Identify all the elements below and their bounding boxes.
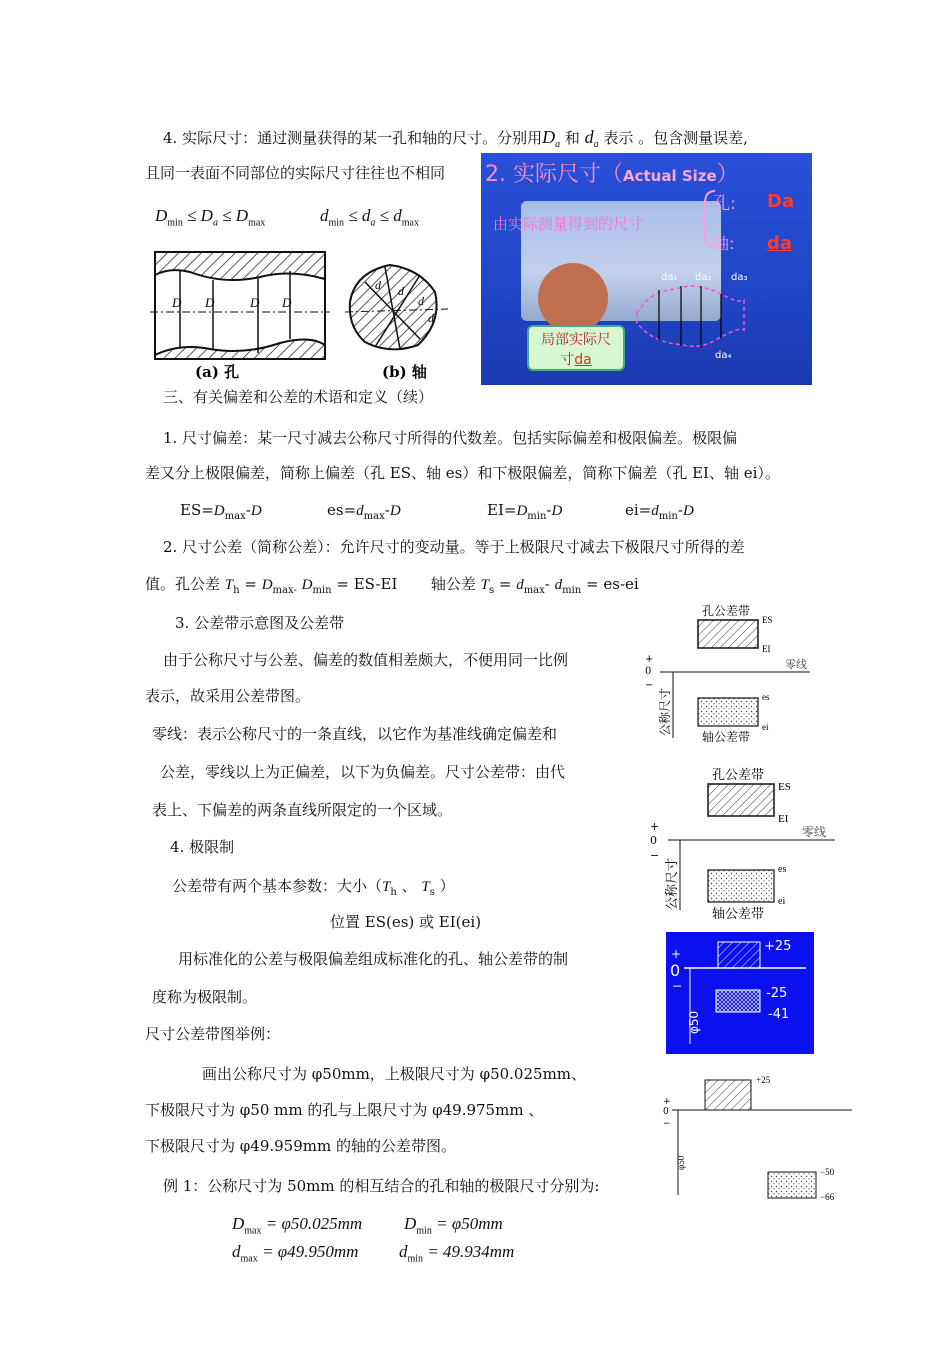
svg-text:φ50: φ50 <box>676 1155 686 1170</box>
svg-text:0: 0 <box>650 834 657 847</box>
svg-text:零线: 零线 <box>802 825 827 839</box>
formula-ES: $ES=D_{max}-D$ <box>180 501 262 522</box>
svg-text:0: 0 <box>670 961 681 980</box>
deviation-para-line1: 1. 尺寸偏差：某一尺寸减去公称尺寸所得的代数差。包括实际偏差和极限偏差。极限偏 <box>163 429 738 447</box>
svg-text:ES: ES <box>778 781 791 793</box>
example-line1: 画出公称尺寸为 φ50mm，上极限尺寸为 φ50.025mm、 <box>202 1065 587 1083</box>
hole-label: D <box>172 295 182 310</box>
band-para-l1: 由于公称尺寸与公差、偏差的数值相差颇大，不便用同一比例 <box>163 651 569 669</box>
svg-text:D: D <box>282 295 292 310</box>
example1-line: 例 1：公称尺寸为 50mm 的相互结合的孔和轴的极限尺寸分别为: <box>163 1177 600 1195</box>
svg-text:轴公差带: 轴公差带 <box>712 907 765 922</box>
actual-size-line2: 且同一表面不同部位的实际尺寸往往也不相同 <box>145 164 446 182</box>
inequality-hole: $D_{min} \le D_a \le D_{max}$ <box>155 206 266 229</box>
slide-shaft-label: 轴: <box>713 234 735 253</box>
svg-text:D: D <box>205 295 215 310</box>
svg-text:−66: −66 <box>820 1192 835 1202</box>
svg-text:孔公差带: 孔公差带 <box>702 604 751 618</box>
caption-hole: (a) 孔 <box>195 363 240 381</box>
caption-shaft: (b) 轴 <box>382 363 427 381</box>
svg-text:ei: ei <box>778 896 786 907</box>
svg-text:−50: −50 <box>820 1167 835 1177</box>
svg-text:−: − <box>650 849 660 862</box>
svg-text:0: 0 <box>663 1107 669 1117</box>
eq-dmax: $d_{max} = \varphi 49.950mm$ <box>232 1242 359 1265</box>
formula-ei: $ei=d_{min}-D$ <box>625 501 694 522</box>
svg-text:es: es <box>778 864 787 875</box>
svg-text:ES: ES <box>762 615 773 625</box>
svg-text:da₁: da₁ <box>661 272 678 283</box>
slide-actual-size <box>481 153 812 385</box>
svg-text:+: + <box>650 820 660 833</box>
svg-text:φ50: φ50 <box>687 1010 701 1034</box>
svg-text:+25: +25 <box>756 1075 771 1085</box>
actual-size-line1: 4. 实际尺寸：通过测量获得的某一孔和轴的尺寸。分别用$D_a$ 和 $d_a$ 表示 。包含测量误差, <box>163 127 748 150</box>
example-line2: 下极限尺寸为 φ50 mm 的孔与上限尺寸为 φ49.975mm 、 <box>145 1101 544 1119</box>
limit-params: 公差带有两个基本参数：大小（$T_h$ 、 $T_s$ ） <box>172 877 455 898</box>
hole-shaft-figure <box>150 247 450 382</box>
formula-es: $es=d_{max}-D$ <box>327 501 401 522</box>
svg-text:−: − <box>663 1119 671 1129</box>
tolerance-band-example-small <box>660 1070 855 1210</box>
svg-text:轴公差带: 轴公差带 <box>702 730 751 744</box>
svg-text:d: d <box>418 294 424 308</box>
tolerance-band-heading: 3. 公差带示意图及公差带 <box>175 614 345 632</box>
svg-text:da₄: da₄ <box>715 350 732 361</box>
svg-text:孔公差带: 孔公差带 <box>712 768 765 783</box>
limit-para-l2: 度称为极限制。 <box>152 988 258 1006</box>
svg-text:-25: -25 <box>766 986 788 1001</box>
limit-system-heading: 4. 极限制 <box>170 838 235 856</box>
svg-text:公称尺寸: 公称尺寸 <box>665 857 680 910</box>
svg-text:EI: EI <box>778 813 789 825</box>
inequality-shaft: $d_{min} \le d_a \le d_{max}$ <box>320 206 419 229</box>
limit-position: 位置 ES(es) 或 EI(ei) <box>330 913 482 931</box>
slide-title: 2. 实际尺寸（Actual Size） <box>485 162 739 187</box>
shaft-measure-sketch <box>629 268 809 363</box>
svg-text:da₃: da₃ <box>731 272 748 283</box>
svg-text:d: d <box>375 278 381 292</box>
slide-hole-label: 孔: <box>713 194 736 214</box>
svg-text:+: + <box>671 947 682 961</box>
tolerance-band-diagram-1 <box>640 600 820 745</box>
svg-text:-41: -41 <box>768 1007 790 1022</box>
formula-EI: $EI=D_{min}-D$ <box>487 501 563 522</box>
eq-Dmax: $D_{max} = \varphi 50.025mm$ <box>232 1214 363 1237</box>
svg-text:公称尺寸: 公称尺寸 <box>658 687 672 736</box>
example-heading: 尺寸公差带图举例： <box>145 1025 281 1043</box>
svg-text:d: d <box>428 311 434 325</box>
svg-text:d: d <box>398 284 404 298</box>
example-line3: 下极限尺寸为 φ49.959mm 的轴的公差带图。 <box>145 1137 456 1155</box>
local-actual-size-box: 局部实际尺 寸da <box>527 325 625 371</box>
band-para-l5: 表上、下偏差的两条直线所限定的一个区域。 <box>152 801 453 819</box>
tolerance-para-line2: 值。孔公差 $T_h = D_{max-}$ $D_{min} = ES-EI$ 轴公差 $T_s = d_{max}-$ $d_{min} = es-ei$ <box>145 575 639 596</box>
band-para-l4: 公差，零线以上为正偏差，以下为负偏差。尺寸公差带：由代 <box>160 763 566 781</box>
band-para-l3: 零线：表示公称尺寸的一条直线，以它作为基准线确定偏差和 <box>152 725 558 743</box>
svg-text:+: + <box>645 654 654 665</box>
svg-text:D: D <box>250 295 260 310</box>
svg-text:da₂: da₂ <box>695 272 712 283</box>
tolerance-para-line1: 2. 尺寸公差（简称公差）：允许尺寸的变动量。等于上极限尺寸减去下极限尺寸所得的差 <box>163 538 745 556</box>
svg-text:+: + <box>663 1097 671 1107</box>
eq-Dmin: $D_{min} = \varphi 50mm$ <box>404 1214 503 1237</box>
slide-note: 由实际测量得到的尺寸 <box>493 215 644 233</box>
svg-text:+25: +25 <box>764 939 792 954</box>
round-workpiece <box>538 263 608 333</box>
svg-text:−: − <box>645 680 654 691</box>
tolerance-band-diagram-2 <box>640 762 840 922</box>
slide-da: da <box>767 233 793 254</box>
section-heading: 三、有关偏差和公差的术语和定义（续） <box>163 388 434 406</box>
limit-para-l1: 用标准化的公差与极限偏差组成标准化的孔、轴公差带的制 <box>178 950 569 968</box>
svg-text:ei: ei <box>762 722 769 732</box>
svg-text:EI: EI <box>762 644 771 654</box>
band-para-l2: 表示，故采用公差带图。 <box>145 687 311 705</box>
svg-text:0: 0 <box>645 666 652 677</box>
deviation-para-line2: 差又分上极限偏差，简称上偏差（孔 ES、轴 es）和下极限偏差，简称下偏差（孔 EI、轴 ei）。 <box>145 464 780 482</box>
tolerance-band-example-blue <box>666 932 814 1054</box>
svg-text:−: − <box>672 979 683 993</box>
svg-text:零线: 零线 <box>785 658 807 671</box>
slide-Da: Da <box>767 191 795 212</box>
svg-text:es: es <box>762 692 770 702</box>
eq-dmin: $d_{min} = 49.934mm$ <box>399 1242 515 1265</box>
